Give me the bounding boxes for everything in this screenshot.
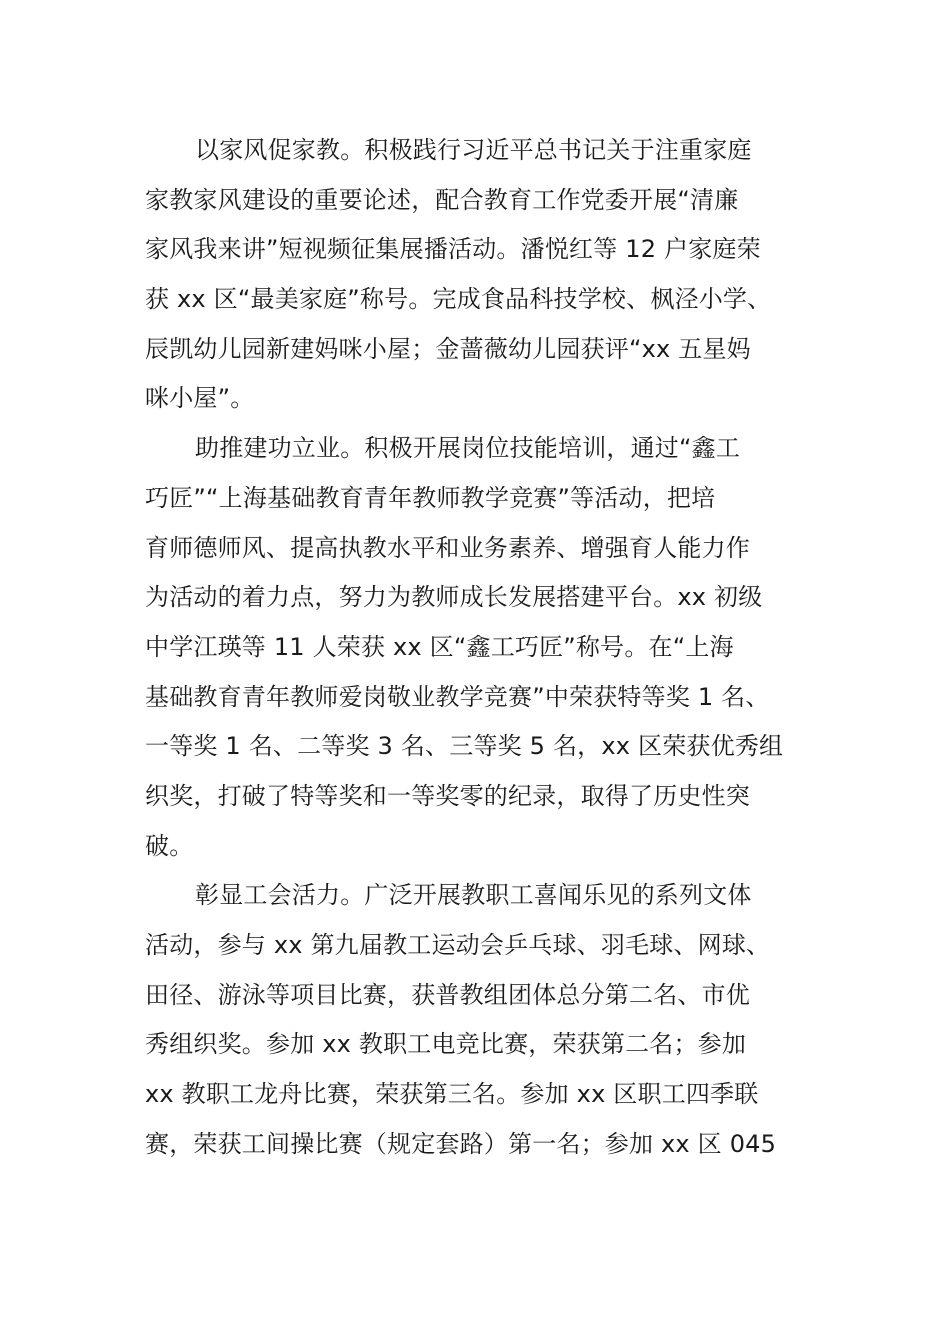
paragraph-line: 巧匠”“上海基础教育青年教师教学竞赛”等活动，把培 — [145, 483, 716, 512]
paragraph-line: 家教家风建设的重要论述，配合教育工作党委开展“清廉 — [145, 185, 739, 214]
paragraph-family-tradition — [145, 126, 825, 424]
paragraph-line: 活动，参与 xx 第九届教工运动会乒乓球、羽毛球、网球、 — [145, 931, 771, 959]
paragraph-line: 一等奖 1 名、二等奖 3 名、三等奖 5 名，xx 区荣获优秀组 — [145, 732, 784, 761]
paragraph-line: 基础教育青年教师爱岗敬业教学竞赛”中荣获特等奖 1 名、 — [145, 682, 770, 711]
document-body — [145, 126, 825, 1169]
paragraph-line: 获 xx 区“最美家庭”称号。完成食品科技学校、枫泾小学、 — [145, 285, 772, 314]
paragraph-line: 为活动的着力点，努力为教师成长发展搭建平台。xx 初级 — [145, 583, 763, 612]
paragraph-line: 秀组织奖。参加 xx 教职工电竞比赛，荣获第二名；参加 — [145, 1030, 747, 1059]
paragraph-career-achievement — [145, 424, 825, 871]
paragraph-line: 田径、游泳等项目比赛，获普教组团体总分第二名、市优 — [145, 980, 750, 1009]
paragraph-line: 咪小屋”。 — [145, 384, 255, 413]
paragraph-line: xx 教职工龙舟比赛，荣获第三名。参加 xx 区职工四季联 — [145, 1080, 759, 1109]
paragraph-line: 以家风促家教。积极践行习近平总书记关于注重家庭 — [195, 136, 752, 164]
paragraph-union-vitality — [145, 871, 825, 1169]
paragraph-line: 中学江瑛等 11 人荣获 xx 区“鑫工巧匠”称号。在“上海 — [145, 632, 734, 661]
paragraph-line: 辰凯幼儿园新建妈咪小屋；金蔷薇幼儿园获评“xx 五星妈 — [145, 334, 751, 363]
paragraph-line: 育师德师风、提高执教水平和业务素养、增强育人能力作 — [145, 533, 750, 562]
paragraph-line: 破。 — [145, 831, 194, 860]
paragraph-line: 助推建功立业。积极开展岗位技能培训，通过“鑫工 — [195, 434, 741, 463]
paragraph-line: 彰显工会活力。广泛开展教职工喜闻乐见的系列文体 — [195, 881, 752, 910]
paragraph-line: 织奖，打破了特等奖和一等奖零的纪录，取得了历史性突 — [145, 781, 750, 810]
paragraph-line: 家风我来讲”短视频征集展播活动。潘悦红等 12 户家庭荣 — [145, 235, 761, 264]
paragraph-line: 赛，荣获工间操比赛（规定套路）第一名；参加 xx 区 045 — [145, 1129, 777, 1158]
